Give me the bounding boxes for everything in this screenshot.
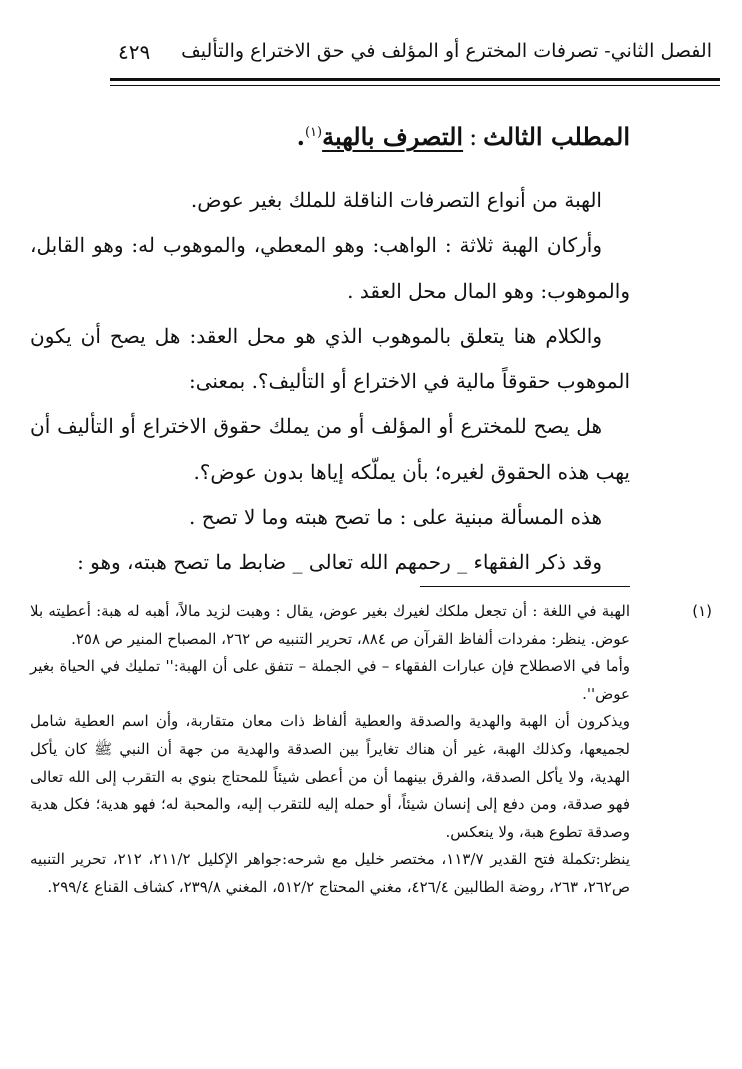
footnote-paragraph: ويذكرون أن الهبة والهدية والصدقة والعطية ألفاظ ذات معان متقاربة، وأن اسم العطية شامل لجميعها، وكذلك الهبة، غير أن هناك تغايراً بين الصدقة والهدية من جهة أن النبي ﷺ كان يأكل الهدية، ولا يأكل الصدقة، والفرق بينهما أن من أعطى شيئاً للمحتاج بنوي به التقرب إلى الله تعالى فهو صدقة، ومن دفع إلى إنسان شيئاً، أو حمله إليه للتقرب إليه، والمحبة له؛ فهو هدية؛ فكل هدية وصدقة تطوع هبة، ولا ينعكس. bbox=[30, 712, 630, 841]
body-paragraph: الهبة من أنواع التصرفات الناقلة للملك بغير عوض. bbox=[190, 188, 602, 212]
chapter-title: الفصل الثاني- تصرفات المخترع أو المؤلف في حق الاختراع والتأليف bbox=[181, 40, 712, 62]
footnote-marker: (١) bbox=[692, 602, 712, 620]
body-paragraph: هذه المسألة مبنية على : ما تصح هبته وما لا تصح . bbox=[189, 505, 602, 530]
header-rule-thick bbox=[110, 78, 720, 81]
body-paragraph: والكلام هنا يتعلق بالموهوب الذي هو محل العقد: هل يصح أن يكون الموهوب حقوقاً مالية في الاختراع أو التأليف؟. بمعنى: bbox=[30, 323, 630, 394]
section-heading-colon: : bbox=[469, 123, 478, 151]
footnote-reference[interactable]: (١) bbox=[304, 125, 323, 140]
footnote-paragraph: وأما في الاصطلاح فإن عبارات الفقهاء – في الجملة – تتفق على أن الهبة:'' تمليك في الحياة بغير عوض''. bbox=[30, 657, 630, 703]
footnote-paragraph: ينظر:تكملة فتح القدير ١١٣/٧، مختصر خليل مع شرحه:جواهر الإكليل ٢١١/٢، ٢١٢، تحرير التنبيه ص٢٦٢، ٢٦٣، روضة الطالبين ٤٢٦/٤، مغني المحتاج ٥١٢/٢، المغني ٢٣٩/٨، كشاف القناع ٢٩٩/٤. bbox=[30, 850, 630, 896]
section-heading bbox=[110, 122, 630, 162]
header-rule-thin bbox=[110, 85, 720, 86]
footnote-paragraph: الهبة في اللغة : أن تجعل ملكك لغيرك بغير عوض، يقال : وهبت لزيد مالاً، أهبه له هبة: أعطيته بلا عوض. ينظر: مفردات ألفاظ القرآن ص ٨٨٤، تحرير التنبيه ص ٢٦٢، المصباح المنير ص ٢٥٨. bbox=[30, 602, 630, 648]
running-header bbox=[110, 34, 720, 74]
body-paragraph: وقد ذكر الفقهاء _ رحمهم الله تعالى _ ضابط ما تصح هبته، وهو : bbox=[77, 550, 602, 575]
section-heading-topic: التصرف بالهبة bbox=[322, 122, 464, 151]
footnote-block bbox=[30, 598, 712, 902]
section-heading-prefix: المطلب الثالث bbox=[483, 122, 630, 151]
footnote-separator bbox=[420, 586, 630, 587]
body-paragraph: وأركان الهبة ثلاثة : الواهب: وهو المعطي، والموهوب له: وهو القابل، والموهوب: وهو المال محل العقد . bbox=[30, 233, 630, 303]
section-heading-end: . bbox=[296, 122, 305, 151]
page-number: ٤٢٩ bbox=[118, 40, 151, 64]
body-text bbox=[30, 178, 630, 586]
body-paragraph: هل يصح للمخترع أو المؤلف أو من يملك حقوق الاختراع أو التأليف أن يهب هذه الحقوق لغيره؛ بأن يملّكه إياها بدون عوض؟. bbox=[30, 414, 630, 484]
